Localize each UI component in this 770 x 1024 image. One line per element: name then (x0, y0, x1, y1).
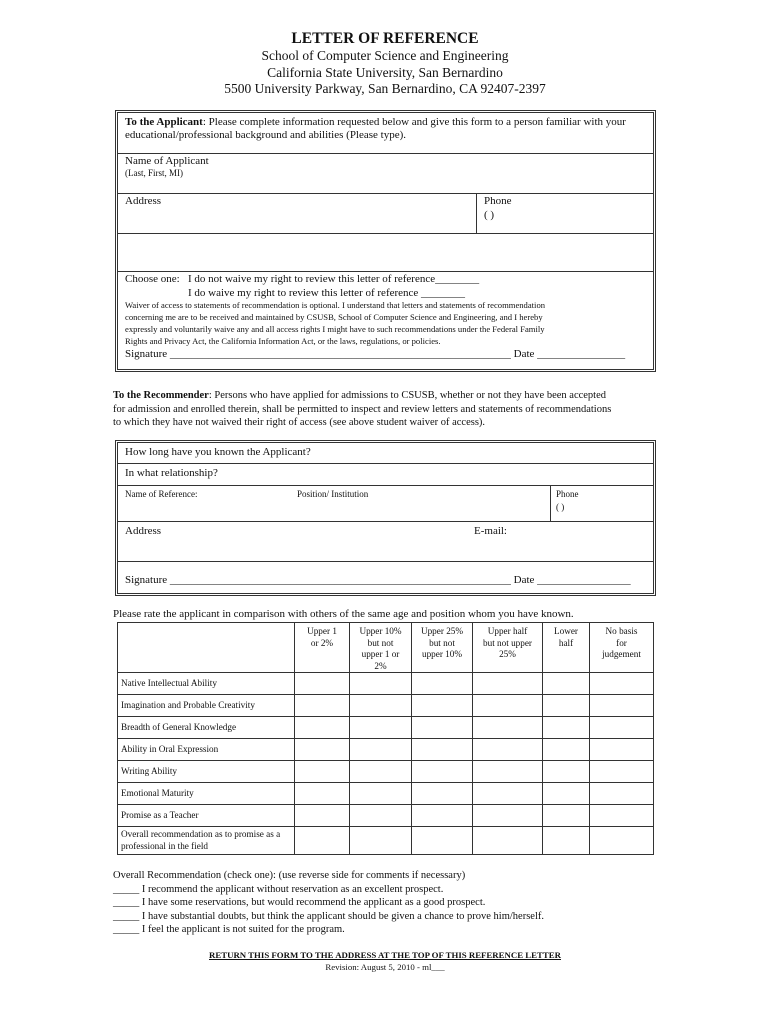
rating-cell[interactable] (295, 783, 350, 805)
rating-cell[interactable] (543, 827, 590, 855)
table-row (118, 739, 654, 761)
rating-cell[interactable] (295, 827, 350, 855)
reference-address-label: Address (125, 525, 162, 537)
rating-cell[interactable] (590, 783, 654, 805)
rating-cell[interactable] (412, 717, 473, 739)
overall-option-good[interactable]: _____ I have some reservations, but would recommend the applicant as a good prospect. (113, 897, 486, 908)
rating-cell[interactable] (295, 695, 350, 717)
rating-row-label: Overall recommendation as to promise as a professional in the field (118, 827, 295, 855)
applicant-intro-line2: educational/professional background and abilities (Please type). (125, 129, 407, 141)
rating-cell[interactable] (473, 673, 543, 695)
rating-row-label: Breadth of General Knowledge (118, 717, 295, 739)
rating-table (117, 622, 654, 855)
rating-cell[interactable] (350, 827, 412, 855)
rating-cell[interactable] (590, 827, 654, 855)
name-hint: (Last, First, MI) (125, 168, 183, 178)
relationship-label: In what relationship? (125, 467, 218, 479)
rating-cell[interactable] (543, 761, 590, 783)
table-row (118, 827, 654, 855)
rating-intro: Please rate the applicant in comparison with others of the same age and position whom you have known. (113, 608, 574, 620)
overall-option-doubts[interactable]: _____ I have substantial doubts, but think the applicant should be given a chance to prove him/herself. (113, 910, 544, 922)
column-no-basis: No basis for judgement (590, 623, 654, 673)
table-row (118, 805, 654, 827)
column-upper-half: Upper half but not upper 25% (473, 623, 543, 673)
email-label: E-mail: (474, 525, 507, 537)
recommender-signature-line[interactable]: Signature ______________________________________________________________ Date _________________ (125, 574, 631, 586)
rating-cell[interactable] (412, 739, 473, 761)
rating-cell[interactable] (412, 673, 473, 695)
rating-row-label: Native Intellectual Ability (118, 673, 295, 695)
rating-row-label: Imagination and Probable Creativity (118, 695, 295, 717)
table-row (118, 717, 654, 739)
recommender-intro-bold: To the Recommender (113, 390, 209, 401)
rating-cell[interactable] (543, 739, 590, 761)
column-lower-half: Lower half (543, 623, 590, 673)
rating-cell[interactable] (295, 739, 350, 761)
rating-cell[interactable] (473, 717, 543, 739)
rating-row-label: Promise as a Teacher (118, 805, 295, 827)
choose-one-label: Choose one: (125, 273, 180, 285)
rating-cell[interactable] (350, 673, 412, 695)
rating-header-row (118, 623, 654, 673)
column-upper-25: Upper 25% but not upper 10% (412, 623, 473, 673)
rating-cell[interactable] (412, 761, 473, 783)
rating-cell[interactable] (543, 717, 590, 739)
phone-label: Phone (484, 195, 512, 207)
table-row (118, 783, 654, 805)
rating-cell[interactable] (350, 717, 412, 739)
rating-cell[interactable] (350, 739, 412, 761)
how-long-label: How long have you known the Applicant? (125, 446, 311, 458)
table-row (118, 673, 654, 695)
return-instruction: RETURN THIS FORM TO THE ADDRESS AT THE TOP OF THIS REFERENCE LETTER (209, 950, 561, 960)
rating-cell[interactable] (350, 695, 412, 717)
rating-cell[interactable] (543, 673, 590, 695)
rating-cell[interactable] (350, 761, 412, 783)
address-continuation-field[interactable] (120, 235, 650, 269)
page-title: LETTER OF REFERENCE (291, 30, 479, 47)
address-line: 5500 University Parkway, San Bernardino, CA 92407-2397 (224, 81, 546, 96)
rating-cell[interactable] (473, 695, 543, 717)
waiver-choice-no[interactable]: I do not waive my right to review this letter of reference________ (188, 273, 480, 285)
rating-row-label: Ability in Oral Expression (118, 739, 295, 761)
name-of-reference-label: Name of Reference: (125, 489, 198, 499)
rating-cell[interactable] (590, 673, 654, 695)
address-label: Address (125, 195, 162, 207)
phone-field[interactable]: ( ) (484, 209, 495, 221)
university-name: California State University, San Bernardino (267, 65, 503, 80)
rating-cell[interactable] (295, 717, 350, 739)
rating-cell[interactable] (473, 827, 543, 855)
waiver-statement: Waiver of access to statements of recommendation is optional. I understand that letters and statements of recommendation concerning me are to be received and maintained by CSUSB, School of Computer Science and Engineering, and I hereby expressly and voluntarily waive any and all access rights I might have to such recommendations under the Federal Family Rights and Privacy Act, the California Information Act, or the laws, regulations, or policies. (125, 300, 546, 346)
overall-recommendation (113, 869, 673, 937)
applicant-address-field[interactable] (178, 195, 468, 231)
rating-cell[interactable] (590, 695, 654, 717)
rating-cell[interactable] (543, 805, 590, 827)
rating-cell[interactable] (350, 783, 412, 805)
rating-cell[interactable] (590, 739, 654, 761)
rating-cell[interactable] (412, 783, 473, 805)
school-name: School of Computer Science and Engineering (261, 48, 509, 63)
table-row (118, 695, 654, 717)
reference-phone-field[interactable]: ( ) (556, 502, 565, 512)
recommender-intro: To the Recommender: Persons who have applied for admissions to CSUSB, whether or not they have been accepted for admission and enrolled therein, shall be permitted to inspect and review letters and statements of recommendations to which they have not waived their right of access (see above student waiver of access). (113, 390, 612, 428)
rating-row-label: Emotional Maturity (118, 783, 295, 805)
rating-cell[interactable] (295, 805, 350, 827)
applicant-section (117, 112, 654, 370)
rating-cell[interactable] (473, 805, 543, 827)
rating-cell[interactable] (295, 673, 350, 695)
position-institution-label: Position/ Institution (297, 489, 369, 499)
column-upper-1-2: Upper 1 or 2% (295, 623, 350, 673)
rating-cell[interactable] (412, 695, 473, 717)
name-of-applicant-label: Name of Applicant (125, 155, 209, 167)
rating-cell[interactable] (473, 783, 543, 805)
applicant-name-field[interactable] (228, 155, 643, 191)
rating-cell[interactable] (350, 805, 412, 827)
rating-cell[interactable] (473, 739, 543, 761)
revision-note: Revision: August 5, 2010 - ml___ (325, 962, 445, 972)
table-row (118, 761, 654, 783)
rating-row-label: Writing Ability (118, 761, 295, 783)
rating-cell[interactable] (590, 805, 654, 827)
rating-cell[interactable] (590, 717, 654, 739)
applicant-intro-text: : Please complete information requested below and give this form to a person familiar with your (202, 116, 626, 128)
column-upper-10: Upper 10% but not upper 1 or 2% (350, 623, 412, 673)
waiver-choice-yes[interactable]: I do waive my right to review this letter of reference ________ (188, 287, 466, 299)
rating-cell[interactable] (543, 695, 590, 717)
rating-cell[interactable] (543, 783, 590, 805)
rating-cell[interactable] (412, 827, 473, 855)
overall-heading: Overall Recommendation (check one): (use reverse side for comments if necessary) (113, 870, 466, 881)
applicant-intro-bold: To the Applicant (125, 116, 203, 128)
rating-cell[interactable] (590, 761, 654, 783)
rating-cell[interactable] (295, 761, 350, 783)
applicant-signature-line[interactable]: Signature ______________________________________________________________ Date ________________ (125, 348, 626, 360)
rating-cell[interactable] (473, 761, 543, 783)
overall-option-excellent[interactable]: _____ I recommend the applicant without reservation as an excellent prospect. (113, 883, 444, 895)
overall-option-not-suited[interactable]: _____ I feel the applicant is not suited for the program. (113, 924, 345, 935)
reference-phone-label: Phone (556, 489, 579, 499)
rating-cell[interactable] (412, 805, 473, 827)
recommender-section (117, 442, 654, 594)
